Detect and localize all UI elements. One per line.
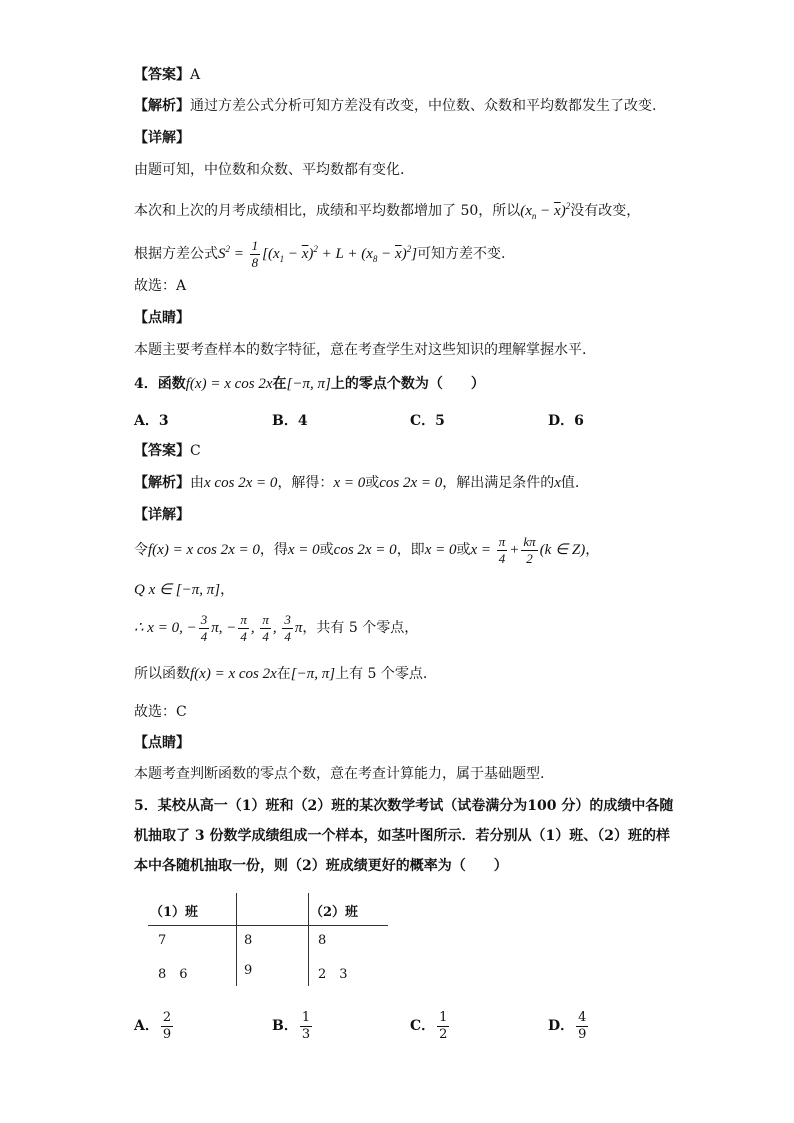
q5-stem-3: 本中各随机抽取一份，则（2）班成绩更好的概率为（ ） xyxy=(134,858,508,874)
q4-comment: 本题考查判断函数的零点个数，意在考查计算能力，属于基础题型. xyxy=(134,766,545,782)
row1-left-leaves: 7 xyxy=(158,933,167,948)
row1-right-leaves: 8 xyxy=(318,933,327,948)
table-right-divider xyxy=(308,893,309,986)
analysis-text: 通过方差公式分析可知方差没有改变，中位数、众数和平均数都发生了改变. xyxy=(190,98,657,114)
q5-stem-2: 机抽取了 3 份数学成绩组成一个样本，如茎叶图所示．若分别从（1）班、（2）班的样 xyxy=(134,828,670,844)
row1-stem: 8 xyxy=(244,933,253,948)
q5-stem-1: 5．某校从高一（1）班和（2）班的某次数学考试（试卷满分为100 分）的成绩中各随 xyxy=(134,798,674,814)
q5-option-c[interactable]: C． $\frac{1}{2}$ xyxy=(410,1009,448,1042)
row2-left-leaves: 8 6 xyxy=(158,967,188,982)
q3-detail-tag: 【详解】 xyxy=(134,130,190,146)
table-header-divider xyxy=(148,925,388,926)
q4-option-b[interactable]: B．4 xyxy=(272,413,308,429)
q4-answer: 【答案】C xyxy=(134,443,201,459)
row2-stem: 9 xyxy=(244,963,253,978)
q4-option-d[interactable]: D．6 xyxy=(548,413,584,429)
table-header-class2: （2）班 xyxy=(310,905,359,920)
q4-option-c[interactable]: C．5 xyxy=(410,413,445,429)
q4-analysis: 【解析】由x cos 2x = 0，解得：x = 0或cos 2x = 0，解出满足条件的x值. xyxy=(134,475,580,491)
answer-value: A xyxy=(190,67,201,83)
table-left-divider xyxy=(236,893,237,986)
q4-stem: 4．函数f(x) = x cos 2x在[−π, π]上的零点个数为（ ） xyxy=(134,376,485,392)
q3-comment-tag: 【点睛】 xyxy=(134,310,190,326)
q3-detail-2: 本次和上次的月考成绩相比，成绩和平均数都增加了 50，所以$(x_n - \overline{x})^2$没有改变， xyxy=(134,201,641,221)
math-deviation: $(x_n - \overline{x})^2$ xyxy=(520,201,571,221)
row2-right-leaves: 2 3 xyxy=(318,967,348,982)
q3-detail-1: 由题可知，中位数和众数、平均数都有变化. xyxy=(134,162,405,178)
q4-comment-tag: 【点睛】 xyxy=(134,735,190,751)
q5-option-b[interactable]: B． $\frac{1}{3}$ xyxy=(272,1009,311,1042)
q4-option-a[interactable]: A．3 xyxy=(134,413,169,429)
q4-detail-1: 令f(x) = x cos 2x = 0，得x = 0或cos 2x = 0，即x = 0或x = $\frac{\pi}{4}$ + $\frac{k\pi}{2}$ (k ∈ Z)， xyxy=(134,534,600,567)
answer-tag: 【答案】 xyxy=(134,67,190,83)
stem-leaf-table xyxy=(148,893,388,986)
q3-comment: 本题主要考查样本的数字特征，意在考查学生对这些知识的理解掌握水平. xyxy=(134,342,587,358)
math-variance-formula: $S^2$ = $\frac{1}{8}$ $[(x_1 - \overline{x})^2 + L + (x_8 - \overline{x})^2]$ xyxy=(218,238,418,271)
q4-detail-3: ∴ x = 0, − $\frac{3}{4}$ π, − $\frac{\pi}{4}$ , $\frac{\pi}{4}$ , $\frac{3}{4}$ π，共有 5 个零点， xyxy=(134,612,419,645)
q4-detail-4: 所以函数f(x) = x cos 2x在[−π, π]上有 5 个零点. xyxy=(134,666,428,682)
q3-detail-3: 根据方差公式$S^2$ = $\frac{1}{8}$ $[(x_1 - \overline{x})^2 + L + (x_8 - \overline{x})^2]$可知方差不变. xyxy=(134,238,506,271)
q4-detail-2: Q x ∈ [−π, π]， xyxy=(134,582,235,598)
analysis-tag: 【解析】 xyxy=(134,98,190,114)
q3-answer xyxy=(134,65,200,85)
table-header-class1: （1）班 xyxy=(150,905,199,920)
q5-option-d[interactable]: D． $\frac{4}{9}$ xyxy=(548,1009,587,1042)
q5-option-a[interactable]: A． $\frac{2}{9}$ xyxy=(134,1009,172,1042)
q4-detail-tag: 【详解】 xyxy=(134,507,190,523)
q3-analysis xyxy=(134,96,656,116)
q3-choose: 故选：A xyxy=(134,278,187,294)
q4-choose: 故选：C xyxy=(134,704,187,720)
